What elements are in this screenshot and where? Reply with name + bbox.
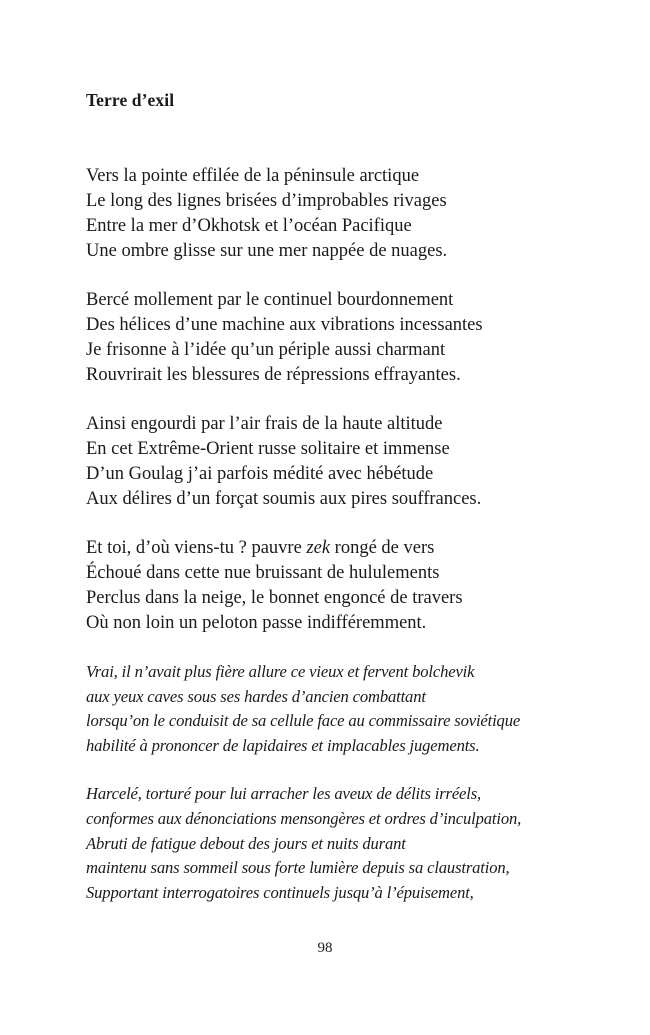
italic-word: zek [306, 538, 331, 558]
stanza-4 [86, 536, 586, 636]
verse-text: rongé de vers [334, 538, 435, 558]
poem-page [86, 88, 586, 929]
stanza-1 [86, 164, 586, 264]
verse-line: lorsqu’on le conduisit de sa cellule face au commissaire soviétique [86, 711, 521, 731]
stanza-2 [86, 288, 586, 388]
verse-line: Aux délires d’un forçat soumis aux pires souffrances. [86, 489, 482, 509]
verse-line: maintenu sans sommeil sous forte lumière depuis sa claustration, [86, 858, 510, 878]
verse-line: Rouvrirait les blessures de répressions effrayantes. [86, 365, 461, 385]
stanza-5-italic [86, 660, 586, 758]
poem-title: Terre d’exil [86, 90, 175, 110]
stanza-6-italic [86, 782, 586, 905]
verse-line: conformes aux dénonciations mensongères et ordres d’inculpation, [86, 808, 522, 828]
verse-line: Vrai, il n’avait plus fière allure ce vieux et fervent bolchevik [86, 662, 475, 681]
verse-line: Je frisonne à l’idée qu’un périple aussi charmant [86, 340, 446, 360]
stanza-3 [86, 412, 586, 512]
page-number: 98 [317, 940, 333, 956]
verse-line: Supportant interrogatoires continuels jusqu’à l’épuisement, [86, 882, 474, 902]
verse-line: Le long des lignes brisées d’improbables rivages [86, 191, 447, 211]
verse-line: Où non loin un peloton passe indifféremment. [86, 613, 427, 633]
verse-text: Et toi, d’où viens-tu ? pauvre [86, 538, 302, 558]
verse-line: aux yeux caves sous ses hardes d’ancien combattant [86, 686, 426, 706]
verse-line: Abruti de fatigue debout des jours et nuits durant [86, 833, 406, 853]
verse-line: Perclus dans la neige, le bonnet engoncé de travers [86, 588, 463, 608]
verse-line: Une ombre glisse sur une mer nappée de nuages. [86, 241, 448, 261]
verse-line: Échoué dans cette nue bruissant de hululements [86, 563, 440, 583]
verse-line: D’un Goulag j’ai parfois médité avec hébétude [86, 464, 434, 484]
verse-line: En cet Extrême-Orient russe solitaire et immense [86, 439, 450, 459]
verse-line: Ainsi engourdi par l’air frais de la haute altitude [86, 414, 443, 434]
verse-line: Des hélices d’une machine aux vibrations incessantes [86, 315, 483, 335]
verse-line-mixed [86, 536, 586, 561]
verse-line: habilité à prononcer de lapidaires et implacables jugements. [86, 735, 480, 755]
verse-line: Bercé mollement par le continuel bourdonnement [86, 290, 454, 310]
verse-line: Harcelé, torturé pour lui arracher les aveux de délits irréels, [86, 784, 482, 804]
verse-line: Entre la mer d’Okhotsk et l’océan Pacifique [86, 216, 412, 236]
verse-line: Vers la pointe effilée de la péninsule arctique [86, 166, 420, 186]
